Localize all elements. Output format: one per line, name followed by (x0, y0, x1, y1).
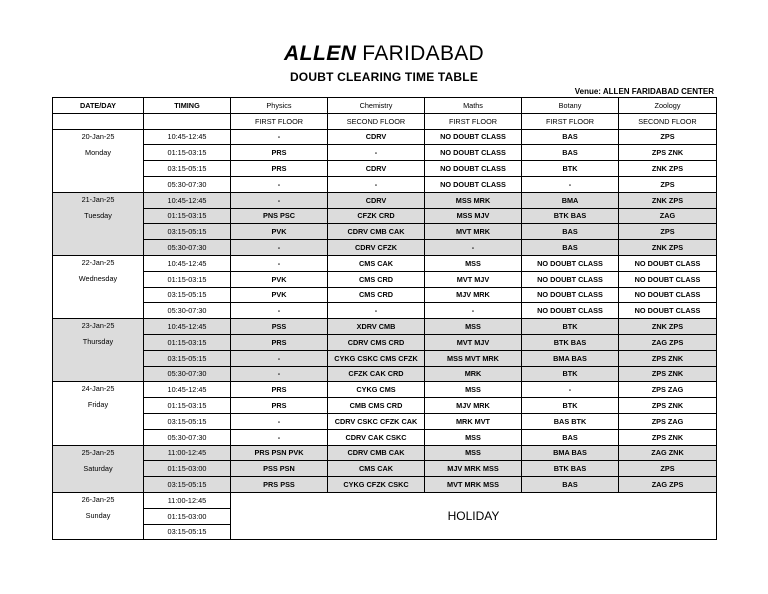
table-row (53, 350, 717, 366)
botany-cell: BTK (522, 398, 619, 414)
timing-cell: 03:15-05:15 (144, 350, 231, 366)
chemistry-cell: CYKG CSKC CMS CFZK (328, 350, 425, 366)
floor-chemistry: SECOND FLOOR (328, 113, 425, 129)
physics-cell: PNS PSC (231, 208, 328, 224)
botany-cell: BMA (522, 192, 619, 208)
botany-cell: BAS (522, 477, 619, 493)
chemistry-cell: CFZK CAK CRD (328, 366, 425, 382)
timing-cell: 11:00-12:45 (144, 445, 231, 461)
date-label: 23-Jan-25 (81, 321, 115, 331)
timing-cell: 10:45-12:45 (144, 319, 231, 335)
chemistry-cell: CDRV CMB CAK (328, 224, 425, 240)
timing-cell: 05:30-07:30 (144, 429, 231, 445)
maths-cell: MVT MJV (425, 334, 522, 350)
timing-cell: 10:45-12:45 (144, 129, 231, 145)
zoology-cell: ZAG ZPS (619, 477, 717, 493)
maths-cell: - (425, 240, 522, 256)
botany-cell: NO DOUBT CLASS (522, 287, 619, 303)
table-row (53, 492, 717, 508)
botany-cell: - (522, 382, 619, 398)
timetable-title: DOUBT CLEARING TIME TABLE (289, 70, 479, 84)
col-header-chemistry: Chemistry (328, 98, 425, 114)
physics-cell: PSS PSN (231, 461, 328, 477)
table-row (53, 461, 717, 477)
zoology-cell: ZAG ZPS (619, 334, 717, 350)
table-row (53, 208, 717, 224)
physics-cell: - (231, 192, 328, 208)
botany-cell: NO DOUBT CLASS (522, 303, 619, 319)
chemistry-cell: CYKG CMS (328, 382, 425, 398)
botany-cell: BTK BAS (522, 334, 619, 350)
floor-zoology: SECOND FLOOR (619, 113, 717, 129)
zoology-cell: NO DOUBT CLASS (619, 255, 717, 271)
maths-cell: MJV MRK (425, 398, 522, 414)
physics-cell: PSS (231, 319, 328, 335)
timing-cell: 01:15-03:15 (144, 145, 231, 161)
chemistry-cell: CYKG CFZK CSKC (328, 477, 425, 493)
date-label: 20-Jan-25 (81, 131, 115, 141)
chemistry-cell: - (328, 176, 425, 192)
botany-cell: BTK (522, 319, 619, 335)
physics-cell: PVK (231, 224, 328, 240)
botany-cell: BTK BAS (522, 208, 619, 224)
brand-logo: ALLEN (283, 42, 357, 65)
zoology-cell: NO DOUBT CLASS (619, 303, 717, 319)
table-row (53, 334, 717, 350)
chemistry-cell: CDRV CAK CSKC (328, 429, 425, 445)
physics-cell: - (231, 255, 328, 271)
chemistry-cell: CDRV (328, 192, 425, 208)
maths-cell: NO DOUBT CLASS (425, 129, 522, 145)
physics-cell: PRS (231, 398, 328, 414)
day-label: Saturday (83, 463, 113, 473)
botany-cell: BAS BTK (522, 413, 619, 429)
maths-cell: MJV MRK (425, 287, 522, 303)
zoology-cell: ZPS (619, 224, 717, 240)
maths-cell: MSS (425, 445, 522, 461)
chemistry-cell: CMS CRD (328, 271, 425, 287)
maths-cell: MRK (425, 366, 522, 382)
zoology-cell: ZPS ZNK (619, 429, 717, 445)
timing-cell: 03:15-05:15 (144, 524, 231, 540)
zoology-cell: ZPS (619, 176, 717, 192)
botany-cell: NO DOUBT CLASS (522, 255, 619, 271)
timing-cell: 03:15-05:15 (144, 161, 231, 177)
date-day-cell (53, 319, 144, 382)
timing-cell: 05:30-07:30 (144, 303, 231, 319)
timing-cell: 01:15-03:15 (144, 334, 231, 350)
maths-cell: MSS MVT MRK (425, 350, 522, 366)
table-row (53, 477, 717, 493)
maths-cell: NO DOUBT CLASS (425, 161, 522, 177)
date-label: 24-Jan-25 (81, 384, 115, 394)
date-day-cell (53, 192, 144, 255)
chemistry-cell: CMS CAK (328, 461, 425, 477)
maths-cell: NO DOUBT CLASS (425, 176, 522, 192)
zoology-cell: ZNK ZPS (619, 161, 717, 177)
physics-cell: - (231, 366, 328, 382)
timing-cell: 01:15-03:15 (144, 208, 231, 224)
zoology-cell: ZPS ZAG (619, 382, 717, 398)
chemistry-cell: CDRV CMB CAK (328, 445, 425, 461)
botany-cell: BMA BAS (522, 350, 619, 366)
zoology-cell: ZNK ZPS (619, 240, 717, 256)
table-row (53, 255, 717, 271)
date-label: 22-Jan-25 (81, 257, 115, 267)
header-row-subjects (53, 98, 717, 114)
zoology-cell: ZAG ZNK (619, 445, 717, 461)
table-row (53, 445, 717, 461)
maths-cell: MSS (425, 429, 522, 445)
chemistry-cell: CDRV (328, 161, 425, 177)
table-row (53, 224, 717, 240)
maths-cell: MVT MJV (425, 271, 522, 287)
timing-cell: 01:15-03:15 (144, 398, 231, 414)
physics-cell: PRS PSN PVK (231, 445, 328, 461)
physics-cell: PRS (231, 145, 328, 161)
zoology-cell: ZNK ZPS (619, 319, 717, 335)
timing-cell: 10:45-12:45 (144, 382, 231, 398)
table-row (53, 176, 717, 192)
chemistry-cell: CDRV CSKC CFZK CAK (328, 413, 425, 429)
day-label: Thursday (82, 337, 114, 347)
chemistry-cell: XDRV CMB (328, 319, 425, 335)
botany-cell: NO DOUBT CLASS (522, 271, 619, 287)
date-day-cell (53, 129, 144, 192)
maths-cell: MVT MRK MSS (425, 477, 522, 493)
day-label: Sunday (85, 510, 111, 520)
zoology-cell: ZPS ZNK (619, 145, 717, 161)
physics-cell: PRS PSS (231, 477, 328, 493)
botany-cell: - (522, 176, 619, 192)
botany-cell: BAS (522, 224, 619, 240)
zoology-cell: ZPS ZAG (619, 413, 717, 429)
physics-cell: - (231, 129, 328, 145)
day-label: Monday (85, 147, 111, 157)
document-header (0, 42, 768, 84)
maths-cell: NO DOUBT CLASS (425, 145, 522, 161)
col-header-physics: Physics (231, 98, 328, 114)
zoology-cell: ZPS ZNK (619, 398, 717, 414)
zoology-cell: NO DOUBT CLASS (619, 287, 717, 303)
floor-physics: FIRST FLOOR (231, 113, 328, 129)
floor-blank (53, 113, 144, 129)
table-row (53, 161, 717, 177)
col-header-timing: TIMING (144, 98, 231, 114)
timetable-body (53, 129, 717, 540)
maths-cell: MVT MRK (425, 224, 522, 240)
timing-cell: 05:30-07:30 (144, 366, 231, 382)
botany-cell: BAS (522, 240, 619, 256)
maths-cell: MJV MRK MSS (425, 461, 522, 477)
brand-city: FARIDABAD (362, 42, 485, 65)
physics-cell: PRS (231, 334, 328, 350)
table-row (53, 303, 717, 319)
date-label: 25-Jan-25 (81, 447, 115, 457)
timing-cell: 01:15-03:15 (144, 271, 231, 287)
timing-cell: 01:15-03:00 (144, 461, 231, 477)
chemistry-cell: CMB CMS CRD (328, 398, 425, 414)
chemistry-cell: CMS CRD (328, 287, 425, 303)
timing-cell: 03:15-05:15 (144, 224, 231, 240)
chemistry-cell: CDRV CFZK (328, 240, 425, 256)
chemistry-cell: CDRV (328, 129, 425, 145)
chemistry-cell: CDRV CMS CRD (328, 334, 425, 350)
zoology-cell: NO DOUBT CLASS (619, 271, 717, 287)
col-header-botany: Botany (522, 98, 619, 114)
zoology-cell: ZPS ZNK (619, 350, 717, 366)
table-row (53, 413, 717, 429)
maths-cell: MSS MJV (425, 208, 522, 224)
floor-maths: FIRST FLOOR (425, 113, 522, 129)
table-row (53, 145, 717, 161)
timing-cell: 11:00-12:45 (144, 492, 231, 508)
day-label: Tuesday (84, 210, 112, 220)
physics-cell: - (231, 240, 328, 256)
date-label: 21-Jan-25 (81, 194, 115, 204)
maths-cell: MSS (425, 319, 522, 335)
table-row (53, 240, 717, 256)
timing-cell: 05:30-07:30 (144, 240, 231, 256)
timing-cell: 03:15-05:15 (144, 413, 231, 429)
zoology-cell: ZPS (619, 461, 717, 477)
venue-label: Venue: ALLEN FARIDABAD CENTER (574, 87, 714, 96)
date-day-cell (53, 445, 144, 492)
physics-cell: - (231, 303, 328, 319)
botany-cell: BTK BAS (522, 461, 619, 477)
timing-cell: 10:45-12:45 (144, 192, 231, 208)
floor-botany: FIRST FLOOR (522, 113, 619, 129)
table-row (53, 287, 717, 303)
zoology-cell: ZNK ZPS (619, 192, 717, 208)
table-row (53, 366, 717, 382)
table-row (53, 398, 717, 414)
date-day-cell (53, 382, 144, 445)
zoology-cell: ZPS (619, 129, 717, 145)
timing-cell: 03:15-05:15 (144, 477, 231, 493)
physics-cell: PRS (231, 382, 328, 398)
date-day-cell (53, 492, 144, 539)
botany-cell: BTK (522, 161, 619, 177)
maths-cell: MSS MRK (425, 192, 522, 208)
timing-cell: 05:30-07:30 (144, 176, 231, 192)
day-label: Wednesday (78, 273, 118, 283)
timing-cell: 01:15-03:00 (144, 508, 231, 524)
chemistry-cell: CFZK CRD (328, 208, 425, 224)
botany-cell: BAS (522, 129, 619, 145)
physics-cell: - (231, 350, 328, 366)
table-row (53, 319, 717, 335)
physics-cell: - (231, 429, 328, 445)
header-row-floors (53, 113, 717, 129)
botany-cell: BTK (522, 366, 619, 382)
timing-cell: 03:15-05:15 (144, 287, 231, 303)
table-row (53, 129, 717, 145)
brand-title (0, 42, 768, 66)
maths-cell: MSS (425, 382, 522, 398)
col-header-maths: Maths (425, 98, 522, 114)
table-row (53, 192, 717, 208)
timing-cell: 10:45-12:45 (144, 255, 231, 271)
maths-cell: - (425, 303, 522, 319)
floor-blank (144, 113, 231, 129)
physics-cell: PRS (231, 161, 328, 177)
zoology-cell: ZPS ZNK (619, 366, 717, 382)
zoology-cell: ZAG (619, 208, 717, 224)
col-header-zoology: Zoology (619, 98, 717, 114)
table-row (53, 429, 717, 445)
physics-cell: - (231, 176, 328, 192)
botany-cell: BMA BAS (522, 445, 619, 461)
table-row (53, 382, 717, 398)
table-row (53, 271, 717, 287)
botany-cell: BAS (522, 145, 619, 161)
chemistry-cell: CMS CAK (328, 255, 425, 271)
chemistry-cell: - (328, 303, 425, 319)
physics-cell: PVK (231, 287, 328, 303)
maths-cell: MRK MVT (425, 413, 522, 429)
physics-cell: PVK (231, 271, 328, 287)
timetable (52, 97, 717, 540)
date-label: 26-Jan-25 (81, 494, 115, 504)
date-day-cell (53, 255, 144, 318)
col-header-date: DATE/DAY (53, 98, 144, 114)
botany-cell: BAS (522, 429, 619, 445)
chemistry-cell: - (328, 145, 425, 161)
holiday-cell: HOLIDAY (231, 492, 717, 539)
maths-cell: MSS (425, 255, 522, 271)
physics-cell: - (231, 413, 328, 429)
day-label: Friday (87, 400, 109, 410)
